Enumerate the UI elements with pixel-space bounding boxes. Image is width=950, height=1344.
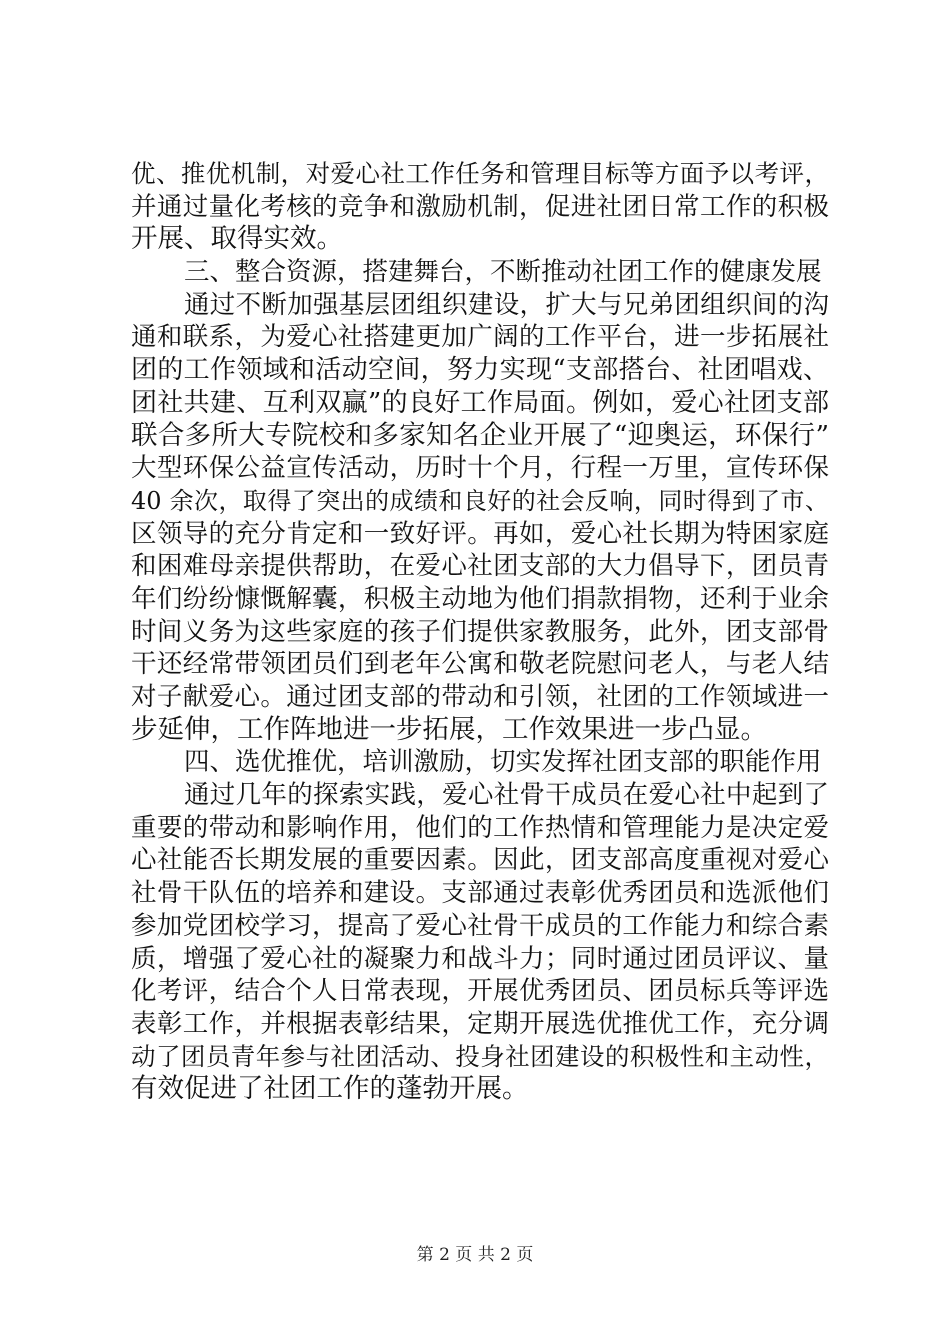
paragraph-line: 团的工作领域和活动空间，努力实现“支部搭台、社团唱戏、 — [131, 355, 829, 386]
paragraph-line: 年们纷纷慷慨解囊，积极主动地为他们捐款捐物，还利于业余 — [131, 583, 829, 614]
section-heading: 四、选优推优，培训激励，切实发挥社团支部的职能作用 — [184, 747, 822, 778]
paragraph-line: 化考评，结合个人日常表现，开展优秀团员、团员标兵等评选 — [131, 976, 829, 1007]
paragraph-line: 区领导的充分肯定和一致好评。再如，爱心社长期为特困家庭 — [131, 518, 829, 549]
paragraph-line: 开展、取得实效。 — [131, 223, 343, 255]
paragraph-line: 优、推优机制，对爱心社工作任务和管理目标等方面予以考评， — [131, 159, 829, 188]
paragraph-line: 表彰工作，并根据表彰结果，定期开展选优推优工作，充分调 — [131, 1008, 829, 1039]
paragraph-line: 通过不断加强基层团组织建设，扩大与兄弟团组织间的沟 — [184, 289, 829, 320]
paragraph-line: 大型环保公益宣传活动，历时十个月，行程一万里，宣传环保 — [131, 453, 829, 484]
section-heading: 三、整合资源，搭建舞台，不断推动社团工作的健康发展 — [184, 257, 822, 288]
paragraph-line: 对子献爱心。通过团支部的带动和引领，社团的工作领域进一 — [131, 682, 829, 712]
paragraph-line: 通过几年的探索实践，爱心社骨干成员在爱心社中起到了 — [184, 780, 829, 811]
paragraph-line: 重要的带动和影响作用，他们的工作热情和管理能力是决定爱 — [131, 812, 829, 843]
paragraph-line: 和困难母亲提供帮助，在爱心社团支部的大力倡导下，团员青 — [131, 551, 829, 582]
paragraph-line: 有效促进了社团工作的蓬勃开展。 — [131, 1073, 529, 1105]
paragraph-line: 动了团员青年参与社团活动、投身社团建设的积极性和主动性， — [131, 1041, 829, 1071]
paragraph-line: 并通过量化考核的竞争和激励机制，促进社团日常工作的积极 — [131, 191, 829, 222]
paragraph-line: 社骨干队伍的培养和建设。支部通过表彰优秀团员和选派他们 — [131, 878, 829, 909]
page-number-footer: 第 2 页 共 2 页 — [416, 1245, 534, 1265]
paragraph-line: 质，增强了爱心社的凝聚力和战斗力；同时通过团员评议、量 — [131, 943, 829, 974]
paragraph-line: 时间义务为这些家庭的孩子们提供家教服务，此外，团支部骨 — [131, 616, 829, 647]
paragraph-line: 40 余次，取得了突出的成绩和良好的社会反响，同时得到了市、 — [131, 486, 829, 515]
paragraph-line: 心社能否长期发展的重要因素。因此，团支部高度重视对爱心 — [131, 845, 829, 876]
paragraph-line: 通和联系，为爱心社搭建更加广阔的工作平台，进一步拓展社 — [131, 322, 829, 353]
paragraph-line: 参加党团校学习，提高了爱心社骨干成员的工作能力和综合素 — [131, 910, 829, 941]
paragraph-line: 联合多所大专院校和多家知名企业开展了“迎奥运，环保行” — [131, 419, 829, 451]
paragraph-line: 步延伸，工作阵地进一步拓展，工作效果进一步凸显。 — [131, 713, 767, 745]
document-body — [131, 158, 829, 1106]
paragraph-line: 干还经常带领团员们到老年公寓和敬老院慰问老人，与老人结 — [131, 649, 829, 680]
paragraph-line: 团社共建、互利双赢”的良好工作局面。例如，爱心社团支部 — [131, 387, 829, 418]
